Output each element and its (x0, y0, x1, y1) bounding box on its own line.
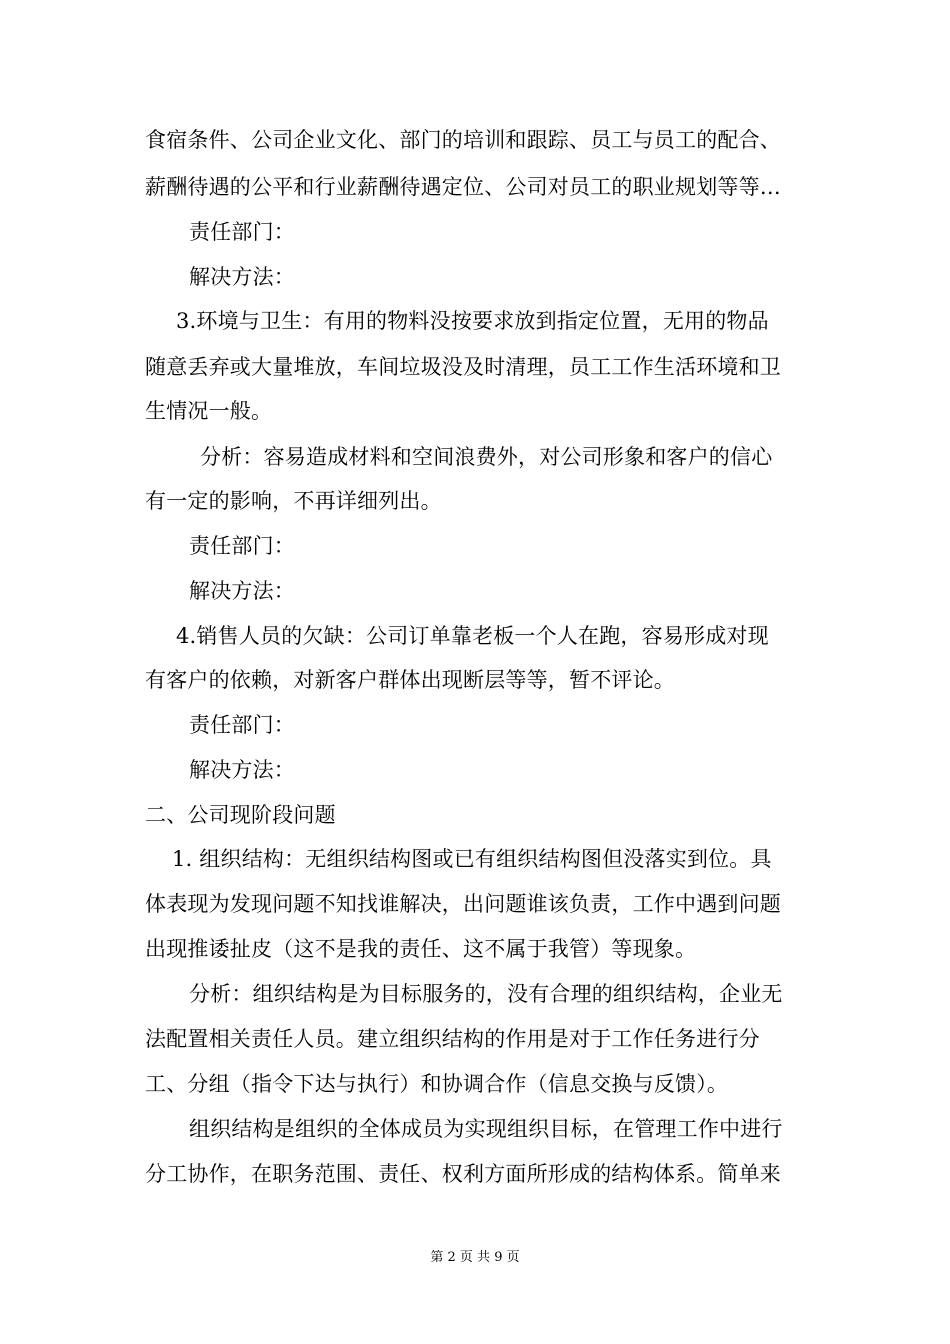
text-line: 1. 组织结构：无组织结构图或已有组织结构图但没落实到位。具 (172, 847, 772, 871)
section-heading: 二、公司现阶段问题 (145, 803, 336, 827)
text-line: 工、分组（指令下达与执行）和协调合作（信息交换与反馈）。 (145, 1072, 729, 1096)
page-number-footer: 第 2 页 共 9 页 (430, 1250, 520, 1265)
text-line: 组织结构是组织的全体成员为实现组织目标，在管理工作中进行 (189, 1117, 783, 1141)
text-line: 分工协作，在职务范围、责任、权利方面所形成的结构体系。简单来 (145, 1162, 781, 1186)
text-line: 生情况一般。 (145, 399, 273, 423)
text-line: 有一定的影响，不再详细列出。 (145, 489, 442, 513)
text-line: 3.环境与卫生：有用的物料没按要求放到指定位置，无用的物品 (176, 309, 769, 333)
text-line: 责任部门： (189, 220, 295, 244)
text-line: 出现推诿扯皮（这不是我的责任、这不属于我管）等现象。 (145, 937, 697, 961)
text-line: 体表现为发现问题不知找谁解决，出问题谁该负责，工作中遇到问题 (145, 892, 781, 916)
text-line: 4.销售人员的欠缺：公司订单靠老板一个人在跑，容易形成对现 (176, 624, 769, 648)
text-line: 责任部门： (189, 534, 295, 558)
text-line: 分析：容易造成材料和空间浪费外，对公司形象和客户的信心 (200, 445, 773, 469)
text-line: 随意丢弃或大量堆放，车间垃圾没及时清理，员工工作生活环境和卫 (145, 355, 781, 379)
text-line: 解决方法： (189, 579, 295, 603)
text-line: 薪酬待遇的公平和行业薪酬待遇定位、公司对员工的职业规划等等… (145, 175, 781, 199)
text-line: 食宿条件、公司企业文化、部门的培训和跟踪、员工与员工的配合、 (145, 128, 781, 152)
text-line: 分析：组织结构是为目标服务的，没有合理的组织结构，企业无 (189, 982, 783, 1006)
text-line: 责任部门： (189, 713, 295, 737)
text-line: 解决方法： (189, 758, 295, 782)
text-line: 有客户的依赖，对新客户群体出现断层等等，暂不评论。 (145, 668, 675, 692)
text-line: 法配置相关责任人员。建立组织结构的作用是对于工作任务进行分 (145, 1027, 760, 1051)
text-line: 解决方法： (189, 265, 295, 289)
